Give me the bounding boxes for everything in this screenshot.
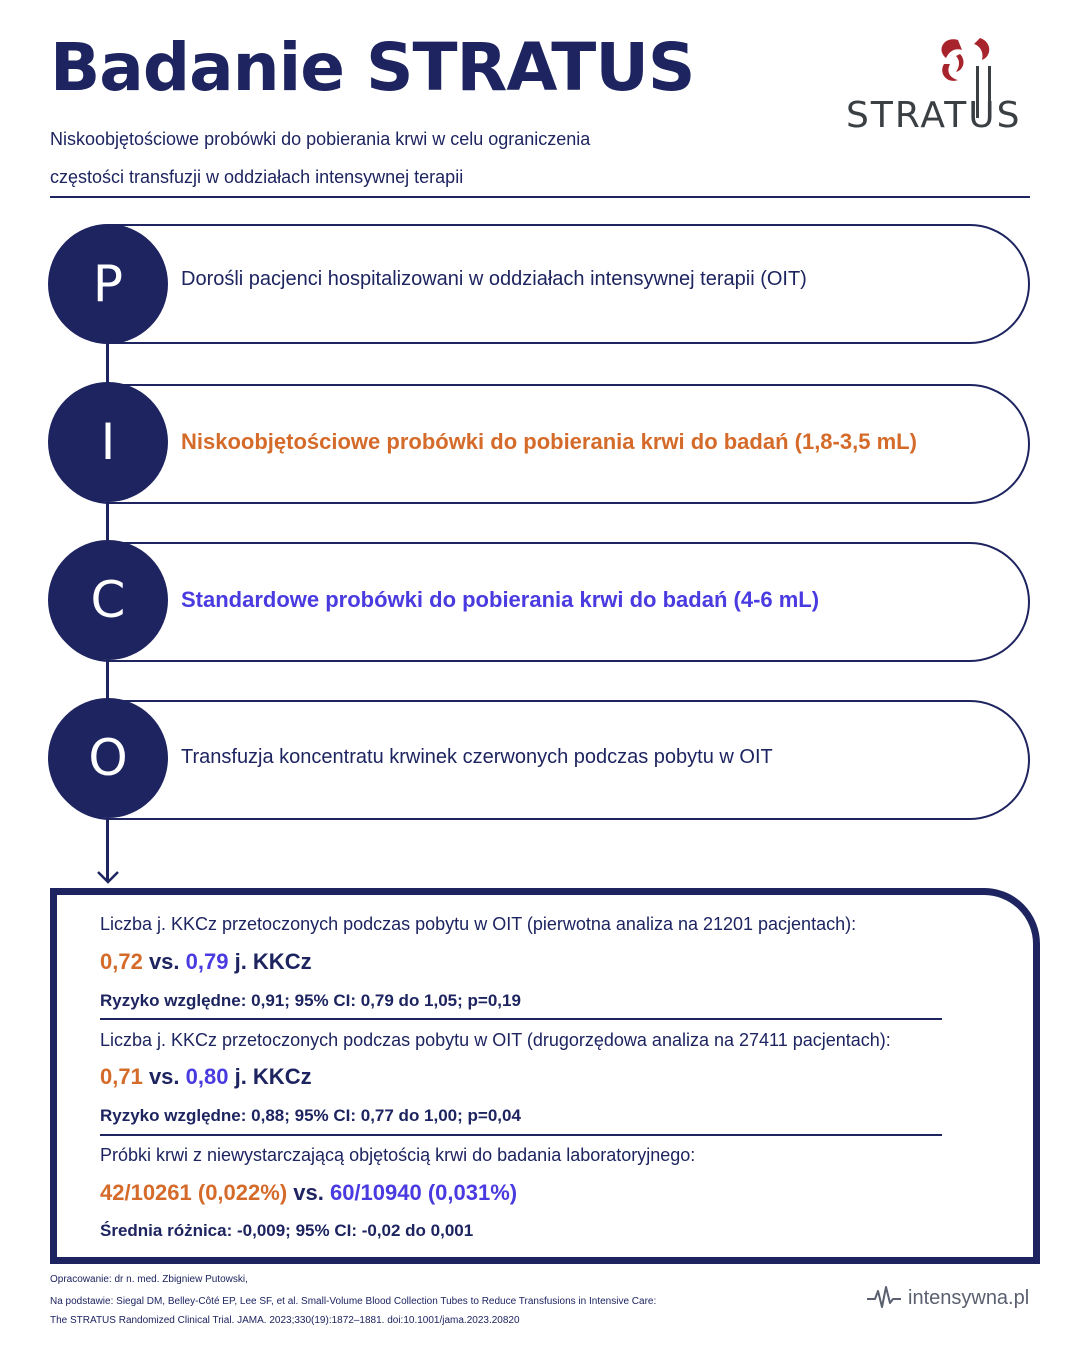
result-2-values bbox=[100, 1063, 312, 1091]
pico-letter-c: C bbox=[48, 540, 168, 660]
result-2-label: Liczba j. KKCz przetoczonych podczas pobytu w OIT (drugorzędowa analiza na 27411 pacjentach): bbox=[100, 1030, 891, 1050]
result-2-vs: vs. bbox=[142, 1064, 186, 1089]
result-3-stat: Średnia różnica: -0,009; 95% CI: -0,02 do 0,001 bbox=[100, 1221, 474, 1240]
page-title: Badanie STRATUS bbox=[50, 29, 695, 106]
footer-author: Opracowanie: dr n. med. Zbigniew Putowski, bbox=[50, 1274, 248, 1285]
pico-text-o: Transfuzja koncentratu krwinek czerwonych podczas pobytu w OIT bbox=[181, 746, 773, 768]
result-1-values bbox=[100, 948, 312, 976]
logo-text: STRATUS bbox=[846, 95, 1022, 136]
subtitle-line-2: częstości transfuzji w oddziałach intensywnej terapii bbox=[50, 167, 464, 187]
result-divider-1 bbox=[100, 1018, 942, 1020]
result-2-control: 0,80 bbox=[185, 1064, 229, 1089]
pico-text-c: Standardowe probówki do pobierania krwi do badań (4-6 mL) bbox=[181, 587, 820, 612]
pico-text-i: Niskoobjętościowe probówki do pobierania krwi do badań (1,8-3,5 mL) bbox=[181, 429, 917, 454]
footer-source-1: Na podstawie: Siegal DM, Belley-Côté EP, Lee SF, et al. Small-Volume Blood Collection Tubes to Reduce Transfusions in Intensive Care: bbox=[50, 1296, 657, 1307]
result-1-control: 0,79 bbox=[185, 949, 229, 974]
result-divider-2 bbox=[100, 1134, 942, 1136]
brand-text: intensywna.pl bbox=[908, 1286, 1030, 1309]
arrow-down-icon bbox=[96, 866, 120, 886]
subtitle-line-1: Niskoobjętościowe probówki do pobierania krwi w celu ograniczenia bbox=[50, 129, 591, 149]
brand bbox=[866, 1283, 1029, 1313]
pico-letter-o: O bbox=[48, 698, 168, 818]
result-2-intervention: 0,71 bbox=[100, 1064, 143, 1089]
result-2-unit: j. KKCz bbox=[228, 1064, 312, 1089]
result-3-label: Próbki krwi z niewystarczającą objętością krwi do badania laboratoryjnego: bbox=[100, 1145, 696, 1165]
result-1-unit: j. KKCz bbox=[228, 949, 312, 974]
pico-letter-p: P bbox=[48, 224, 168, 344]
heartbeat-icon bbox=[866, 1283, 902, 1313]
result-1-vs: vs. bbox=[142, 949, 186, 974]
result-2-stat: Ryzyko względne: 0,88; 95% CI: 0,77 do 1,00; p=0,04 bbox=[100, 1106, 521, 1125]
result-1-intervention: 0,72 bbox=[100, 949, 143, 974]
pico-text-p: Dorośli pacjenci hospitalizowani w oddziałach intensywnej terapii (OIT) bbox=[181, 268, 807, 290]
result-1-stat: Ryzyko względne: 0,91; 95% CI: 0,79 do 1,05; p=0,19 bbox=[100, 991, 521, 1010]
result-3-intervention: 42/10261 (0,022%) bbox=[100, 1180, 288, 1205]
result-3-vs: vs. bbox=[287, 1180, 330, 1205]
result-3-control: 60/10940 (0,031%) bbox=[329, 1180, 518, 1205]
header-divider bbox=[50, 196, 1030, 198]
subtitle bbox=[50, 120, 750, 196]
footer-source-2: The STRATUS Randomized Clinical Trial. JAMA. 2023;330(19):1872–1881. doi:10.1001/jama.2023.20820 bbox=[50, 1315, 520, 1326]
result-1-label: Liczba j. KKCz przetoczonych podczas pobytu w OIT (pierwotna analiza na 21201 pacjentach): bbox=[100, 914, 857, 934]
result-3-values bbox=[100, 1179, 517, 1207]
pico-letter-i: I bbox=[48, 382, 168, 502]
